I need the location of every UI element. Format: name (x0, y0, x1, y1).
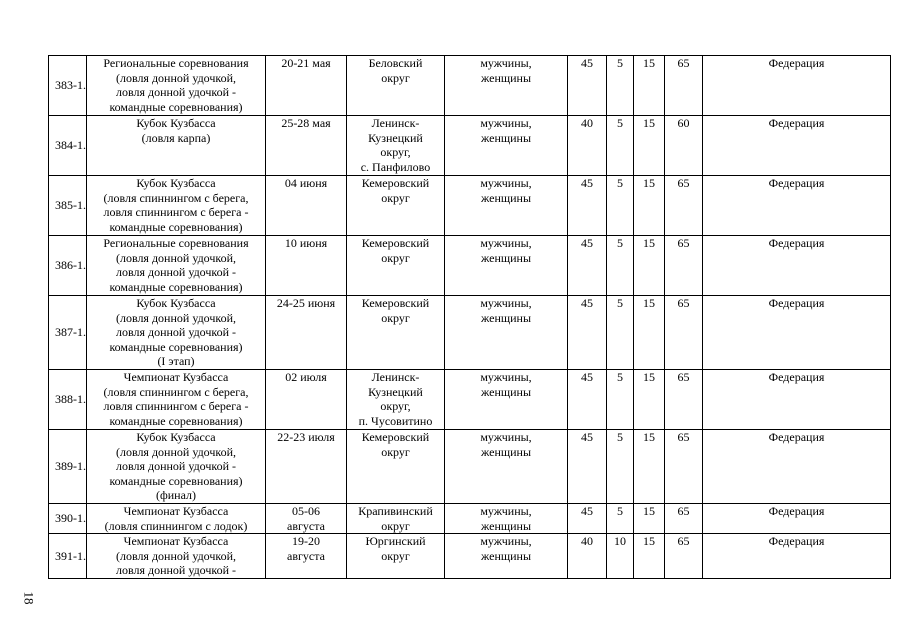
participants-line: мужчины, (480, 430, 532, 444)
count-col-1: 40 (568, 116, 607, 176)
count-col-1: 45 (568, 56, 607, 116)
event-location (347, 56, 445, 116)
row-number: 389-1. (49, 430, 87, 504)
count-col-3: 15 (634, 296, 665, 370)
event-name-line: Чемпионат Кузбасса (123, 504, 229, 518)
event-location (347, 176, 445, 236)
event-location-line: Ленинск- (371, 116, 420, 130)
event-name-line: (ловля карпа) (141, 130, 211, 145)
event-date (266, 176, 347, 236)
event-location-line: Кемеровский (361, 176, 430, 190)
count-col-3: 15 (634, 430, 665, 504)
event-location (347, 370, 445, 430)
event-date (266, 430, 347, 504)
event-location-line: округ, (380, 399, 411, 414)
event-name-line: командные соревнования) (109, 279, 243, 294)
event-location-line: Кузнецкий (368, 384, 423, 399)
event-location-line: округ (381, 70, 410, 85)
event-name-line: командные соревнования) (109, 473, 243, 488)
event-date (266, 534, 347, 579)
event-location (347, 504, 445, 534)
event-name-line: Кубок Кузбасса (136, 430, 216, 444)
event-name-line: Региональные соревнования (103, 236, 249, 250)
event-location-line: округ (381, 250, 410, 265)
organizer: Федерация (703, 116, 891, 176)
participants (445, 56, 568, 116)
event-location-line: Беловский (368, 56, 423, 70)
count-col-2: 5 (607, 504, 634, 534)
event-name-line: (ловля донной удочкой, (115, 444, 237, 459)
event-name-line: ловля донной удочкой - (115, 563, 237, 578)
organizer: Федерация (703, 430, 891, 504)
event-name (87, 534, 266, 579)
row-number: 384-1. (49, 116, 87, 176)
participants-line: мужчины, (480, 504, 532, 518)
participants-line: мужчины, (480, 176, 532, 190)
count-col-4: 65 (665, 504, 703, 534)
event-location-line: Кемеровский (361, 236, 430, 250)
count-col-1: 45 (568, 236, 607, 296)
participants (445, 504, 568, 534)
count-col-2: 5 (607, 430, 634, 504)
count-col-2: 5 (607, 236, 634, 296)
table-row (49, 296, 891, 370)
row-number: 387-1. (49, 296, 87, 370)
count-col-2: 5 (607, 56, 634, 116)
table-row (49, 56, 891, 116)
organizer: Федерация (703, 236, 891, 296)
event-location (347, 236, 445, 296)
event-location-line: округ (381, 444, 410, 459)
participants-line: женщины (480, 310, 532, 325)
event-date-line: 02 июля (285, 370, 327, 384)
event-location-line: округ, (380, 145, 411, 160)
event-location (347, 534, 445, 579)
participants-line: мужчины, (480, 116, 532, 130)
participants (445, 430, 568, 504)
participants-line: женщины (480, 518, 532, 533)
event-name-line: ловля донной удочкой - (115, 325, 237, 340)
event-name (87, 370, 266, 430)
count-col-4: 65 (665, 534, 703, 579)
participants-line: женщины (480, 444, 532, 459)
participants-line: женщины (480, 548, 532, 563)
table-row (49, 534, 891, 579)
count-col-3: 15 (634, 176, 665, 236)
participants (445, 296, 568, 370)
event-name-line: Чемпионат Кузбасса (123, 534, 229, 549)
organizer: Федерация (703, 370, 891, 430)
organizer: Федерация (703, 504, 891, 534)
count-col-3: 15 (634, 370, 665, 430)
table-row (49, 504, 891, 534)
event-name-line: (финал) (155, 488, 197, 503)
organizer: Федерация (703, 56, 891, 116)
count-col-1: 45 (568, 430, 607, 504)
event-date-line: 04 июня (284, 176, 328, 190)
event-name-line: ловля донной удочкой - (115, 85, 237, 100)
participants-line: мужчины, (480, 370, 532, 384)
event-name-line: (ловля донной удочкой, (115, 70, 237, 85)
event-name-line: (ловля спиннингом с берега, (103, 384, 249, 399)
organizer: Федерация (703, 176, 891, 236)
count-col-4: 65 (665, 430, 703, 504)
event-name (87, 56, 266, 116)
event-location-line: Кузнецкий (368, 130, 423, 145)
count-col-4: 65 (665, 176, 703, 236)
event-name (87, 296, 266, 370)
participants-line: мужчины, (480, 296, 532, 310)
event-location-line: Кемеровский (361, 296, 430, 310)
event-date-line: 20-21 мая (281, 56, 331, 70)
row-number: 390-1. (49, 504, 87, 534)
event-date (266, 236, 347, 296)
participants-line: женщины (480, 384, 532, 399)
count-col-2: 5 (607, 176, 634, 236)
event-name (87, 116, 266, 176)
event-name (87, 430, 266, 504)
event-location-line: округ (381, 518, 410, 533)
event-name-line: (I этап) (157, 354, 195, 369)
event-name-line: Региональные соревнования (103, 56, 249, 70)
event-date (266, 296, 347, 370)
event-location-line: Юргинский (365, 534, 426, 549)
event-date-line: 19-20 (292, 534, 320, 549)
event-location-line: п. Чусовитино (358, 413, 433, 428)
event-location (347, 296, 445, 370)
count-col-1: 45 (568, 504, 607, 534)
event-location-line: округ (381, 310, 410, 325)
event-location-line: округ (381, 548, 410, 563)
event-date-line: августа (287, 518, 325, 533)
event-location-line: округ (381, 190, 410, 205)
event-name-line: командные соревнования) (109, 219, 243, 234)
count-col-1: 45 (568, 296, 607, 370)
event-name (87, 236, 266, 296)
event-date-line: 05-06 (292, 504, 320, 518)
event-name-line: ловля донной удочкой - (115, 459, 237, 474)
event-name-line: (ловля спиннингом с берега, (103, 190, 249, 205)
participants (445, 176, 568, 236)
participants-line: мужчины, (480, 56, 532, 70)
table-row (49, 430, 891, 504)
count-col-2: 5 (607, 116, 634, 176)
participants-line: женщины (480, 190, 532, 205)
count-col-4: 60 (665, 116, 703, 176)
event-location-line: Крапивинский (358, 504, 433, 518)
participants-line: женщины (480, 70, 532, 85)
row-number: 386-1. (49, 236, 87, 296)
participants (445, 534, 568, 579)
row-number: 383-1. (49, 56, 87, 116)
event-name-line: (ловля донной удочкой, (115, 250, 237, 265)
event-name-line: (ловля донной удочкой, (115, 310, 237, 325)
event-location-line: с. Панфилово (360, 159, 431, 174)
event-date-line: 10 июня (284, 236, 328, 250)
event-date-line: августа (287, 548, 325, 563)
event-location (347, 430, 445, 504)
row-number: 388-1. (49, 370, 87, 430)
participants (445, 236, 568, 296)
count-col-1: 40 (568, 534, 607, 579)
count-col-2: 10 (607, 534, 634, 579)
count-col-1: 45 (568, 176, 607, 236)
event-date-line: 25-28 мая (281, 116, 331, 130)
event-location (347, 116, 445, 176)
event-location-line: Кемеровский (361, 430, 430, 444)
event-name-line: командные соревнования) (109, 99, 243, 114)
event-date (266, 56, 347, 116)
event-name-line: (ловля спиннингом с лодок) (104, 518, 248, 533)
event-name (87, 176, 266, 236)
participants-line: женщины (480, 130, 532, 145)
table-row (49, 116, 891, 176)
participants-line: мужчины, (480, 236, 532, 250)
count-col-1: 45 (568, 370, 607, 430)
event-name-line: Кубок Кузбасса (136, 176, 216, 190)
events-table (48, 55, 891, 579)
count-col-4: 65 (665, 296, 703, 370)
event-name-line: ловля спиннингом с берега - (103, 205, 249, 220)
event-name-line: (ловля донной удочкой, (115, 548, 237, 563)
page-number: 18 (21, 591, 37, 605)
row-number: 385-1. (49, 176, 87, 236)
organizer: Федерация (703, 296, 891, 370)
event-date (266, 370, 347, 430)
event-name-line: Кубок Кузбасса (136, 296, 216, 310)
count-col-4: 65 (665, 370, 703, 430)
table-body (49, 56, 891, 579)
count-col-2: 5 (607, 296, 634, 370)
event-name-line: Кубок Кузбасса (136, 116, 216, 130)
count-col-3: 15 (634, 504, 665, 534)
count-col-3: 15 (634, 534, 665, 579)
event-location-line: Ленинск- (371, 370, 420, 384)
count-col-3: 15 (634, 116, 665, 176)
event-name-line: ловля спиннингом с берега - (103, 399, 249, 414)
count-col-4: 65 (665, 236, 703, 296)
event-name (87, 504, 266, 534)
event-name-line: командные соревнования) (109, 413, 243, 428)
participants (445, 370, 568, 430)
event-name-line: ловля донной удочкой - (115, 265, 237, 280)
table-row (49, 236, 891, 296)
count-col-4: 65 (665, 56, 703, 116)
table-row (49, 370, 891, 430)
count-col-2: 5 (607, 370, 634, 430)
count-col-3: 15 (634, 236, 665, 296)
participants (445, 116, 568, 176)
event-date (266, 116, 347, 176)
row-number: 391-1. (49, 534, 87, 579)
event-date (266, 504, 347, 534)
event-name-line: командные соревнования) (109, 339, 243, 354)
event-name-line: Чемпионат Кузбасса (123, 370, 229, 384)
organizer: Федерация (703, 534, 891, 579)
participants-line: мужчины, (480, 534, 532, 549)
event-date-line: 24-25 июня (276, 296, 336, 310)
count-col-3: 15 (634, 56, 665, 116)
table-row (49, 176, 891, 236)
participants-line: женщины (480, 250, 532, 265)
event-date-line: 22-23 июля (277, 430, 335, 444)
